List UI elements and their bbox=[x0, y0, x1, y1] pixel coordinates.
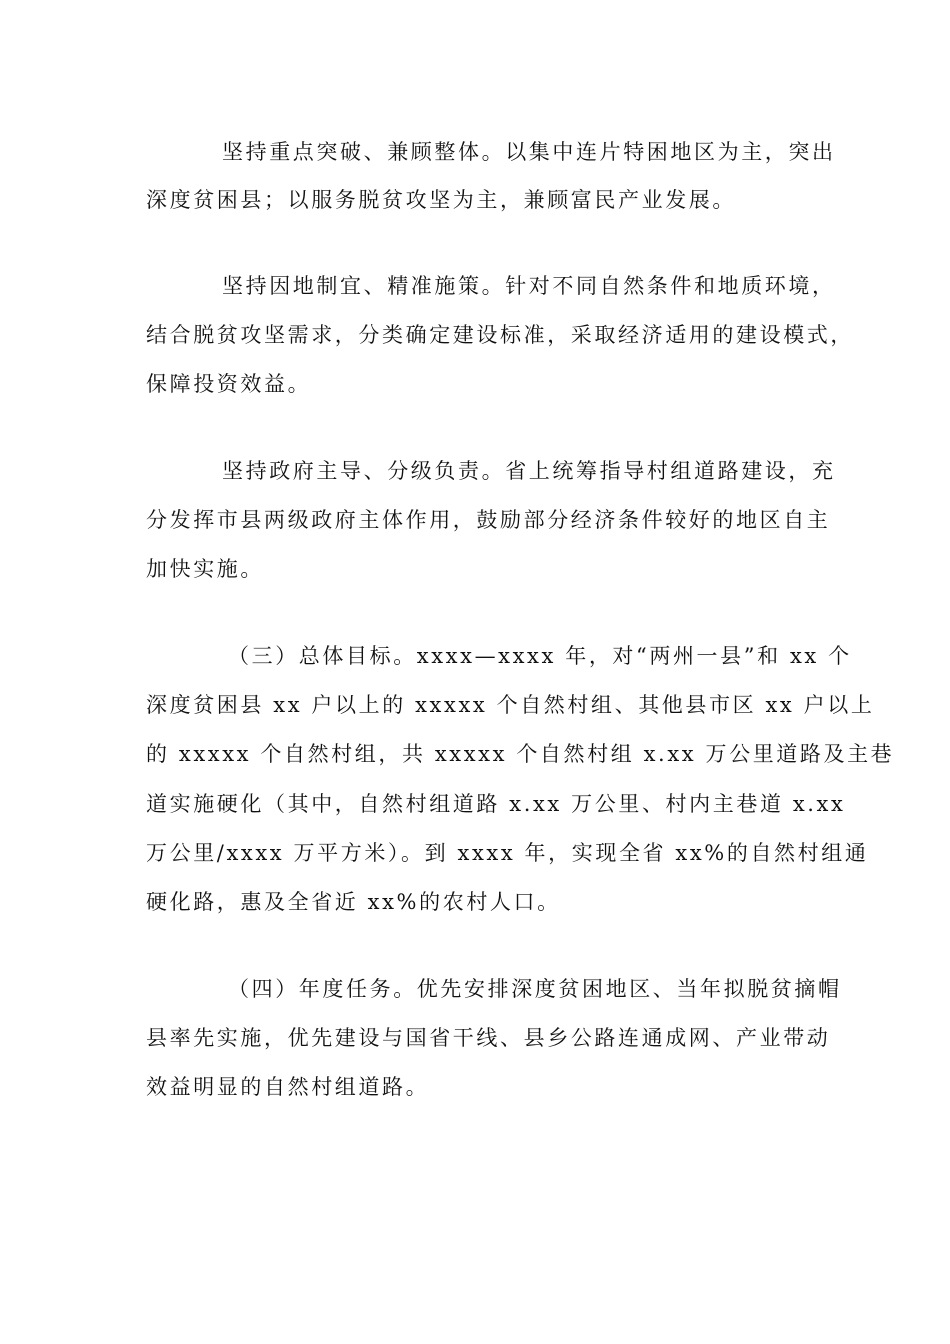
paragraph-4-line-1: （三）总体目标。xxxx—xxxx 年，对“两州一县”和 xx 个 bbox=[228, 644, 852, 668]
paragraph-5-line-1: （四）年度任务。优先安排深度贫困地区、当年拟脱贫摘帽 bbox=[228, 977, 842, 1001]
paragraph-3-line-2: 分发挥市县两级政府主体作用，鼓励部分经济条件较好的地区自主 bbox=[146, 508, 831, 532]
paragraph-4-line-2: 深度贫困县 xx 户以上的 xxxxx 个自然村组、其他县市区 xx 户以上 bbox=[146, 693, 875, 717]
paragraph-3-line-1: 坚持政府主导、分级负责。省上统筹指导村组道路建设，充 bbox=[222, 459, 836, 483]
paragraph-5-line-2: 县率先实施，优先建设与国省干线、县乡公路连通成网、产业带动 bbox=[146, 1026, 831, 1050]
paragraph-1-line-1: 坚持重点突破、兼顾整体。以集中连片特困地区为主，突出 bbox=[222, 140, 836, 164]
paragraph-1-line-2: 深度贫困县；以服务脱贫攻坚为主，兼顾富民产业发展。 bbox=[146, 188, 736, 212]
paragraph-3-line-3: 加快实施。 bbox=[146, 557, 264, 581]
paragraph-4-line-5: 万公里/xxxx 万平方米）。到 xxxx 年，实现全省 xx%的自然村组通 bbox=[146, 841, 869, 865]
paragraph-2-line-3: 保障投资效益。 bbox=[146, 372, 312, 396]
paragraph-4-line-6: 硬化路，惠及全省近 xx%的农村人口。 bbox=[146, 890, 561, 914]
paragraph-2-line-2: 结合脱贫攻坚需求，分类确定建设标准，采取经济适用的建设模式， bbox=[146, 323, 854, 347]
paragraph-4-line-4: 道实施硬化（其中，自然村组道路 x.xx 万公里、村内主巷道 x.xx bbox=[146, 792, 846, 816]
paragraph-4-line-3: 的 xxxxx 个自然村组，共 xxxxx 个自然村组 x.xx 万公里道路及主巷 bbox=[146, 742, 895, 766]
paragraph-5-line-3: 效益明显的自然村组道路。 bbox=[146, 1075, 430, 1099]
paragraph-2-line-1: 坚持因地制宜、精准施策。针对不同自然条件和地质环境， bbox=[222, 274, 836, 298]
